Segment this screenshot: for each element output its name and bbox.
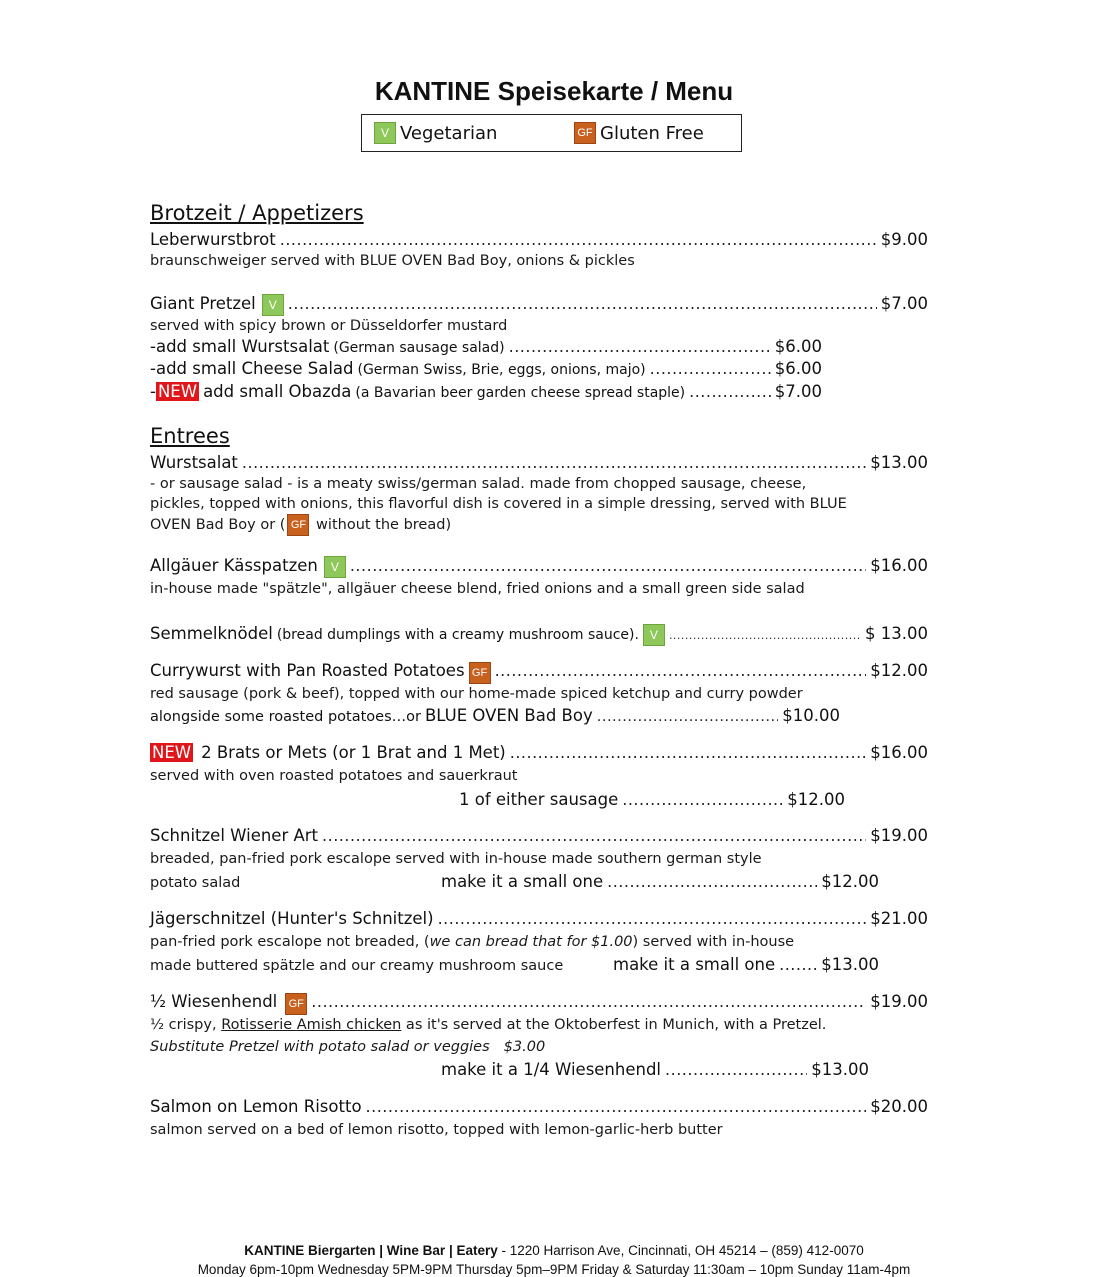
alt-option-price: $13.00 [821, 955, 879, 974]
item-name: Currywurst with Pan Roasted Potatoes [150, 661, 465, 680]
brats-alt-option [459, 790, 845, 809]
leader-dots [650, 359, 771, 378]
addon-prefix: - [150, 382, 156, 401]
desc-italic: Substitute Pretzel with potato salad or veggies [150, 1039, 490, 1055]
desc-underlined: Rotisserie Amish chicken [221, 1017, 402, 1033]
footer-hours: Monday 6pm-10pm Wednesday 5PM-9PM Thursday 5pm–9PM Friday & Saturday 11:30am – 10pm Sunday 11am-4pm [197, 1262, 911, 1277]
leader-dots [350, 556, 866, 575]
item-price: $13.00 [870, 453, 928, 472]
menu-item-brats [150, 743, 928, 762]
currywurst-alt-option [150, 706, 840, 725]
alt-option-price: $10.00 [782, 706, 840, 725]
item-description: served with oven roasted potatoes and sauerkraut [150, 768, 518, 784]
addon-name: add small Obazda [203, 382, 352, 401]
addon-prefix: - [150, 337, 156, 356]
alt-option-name: make it a 1/4 Wiesenhendl [441, 1060, 662, 1079]
item-description [150, 932, 794, 952]
item-name: ½ Wiesenhendl [150, 992, 278, 1011]
leader-dots [288, 294, 877, 313]
substitute-price: $3.00 [503, 1039, 546, 1055]
jaeger-alt-option [613, 955, 879, 974]
menu-item-schnitzel-wiener-art [150, 826, 928, 845]
menu-item-semmelknoedel [150, 624, 928, 646]
leader-dots [438, 909, 867, 928]
addon-note: (German sausage salad) [333, 340, 505, 356]
item-price: $ 13.00 [865, 624, 928, 643]
item-description [150, 1015, 826, 1035]
menu-item-kaesspatzen [150, 556, 928, 578]
leader-dots [779, 955, 817, 974]
addon-price: $6.00 [774, 359, 822, 378]
item-price: $7.00 [880, 294, 928, 313]
item-price: $16.00 [870, 556, 928, 575]
legend-gluten-free [574, 122, 704, 144]
alt-option-price: $12.00 [821, 872, 879, 891]
item-price: $20.00 [870, 1097, 928, 1116]
item-description: pickles, topped with onions, this flavorful dish is covered in a simple dressing, served with BLUE [150, 496, 847, 512]
item-name: Allgäuer Kässpatzen [150, 556, 318, 575]
desc-text: ½ crispy, [150, 1017, 222, 1033]
vegetarian-icon: V [324, 556, 346, 578]
dietary-legend [361, 114, 742, 152]
menu-item-wurstsalat [150, 453, 928, 472]
leader-dots [597, 709, 779, 725]
item-description: made buttered spätzle and our creamy mushroom sauce [150, 958, 564, 974]
alt-option-price: $13.00 [811, 1060, 869, 1079]
leader-dots [495, 661, 867, 680]
menu-item-jaegerschnitzel [150, 909, 928, 928]
addon-note: (a Bavarian beer garden cheese spread staple) [355, 385, 686, 401]
leader-dots [509, 337, 771, 356]
footer-business-name: KANTINE Biergarten | Wine Bar | Eatery [244, 1243, 498, 1258]
addon-note: (German Swiss, Brie, eggs, onions, majo) [357, 362, 646, 378]
item-description: red sausage (pork & beef), topped with our home-made spiced ketchup and curry powder [150, 686, 803, 702]
item-price: $19.00 [870, 826, 928, 845]
menu-item-currywurst [150, 661, 928, 684]
schnitzel-alt-option [441, 872, 879, 891]
alt-option-name: make it a small one [613, 955, 776, 974]
menu-item-wiesenhendl [150, 992, 928, 1015]
alt-option-name: BLUE OVEN Bad Boy [424, 706, 593, 725]
desc-text: as it's served at the Oktoberfest in Munich, with a Pretzel. [401, 1017, 827, 1033]
item-description: potato salad [150, 875, 241, 891]
addon-name: add small Cheese Salad [155, 359, 354, 378]
vegetarian-icon: V [643, 624, 665, 646]
leader-dots [665, 1060, 807, 1079]
leader-dots [311, 992, 866, 1011]
desc-italic: we can bread that for $1.00 [429, 934, 633, 950]
item-description [150, 514, 451, 536]
new-badge: NEW [152, 743, 192, 762]
leader-dots [622, 790, 783, 809]
addon-name: add small Wurstsalat [155, 337, 330, 356]
legend-vegetarian [374, 122, 497, 144]
addon-price: $6.00 [774, 337, 822, 356]
item-price: $16.00 [870, 743, 928, 762]
footer-address [0, 1243, 1108, 1258]
desc-text: ) served with in-house [632, 934, 795, 950]
item-description: braunschweiger served with BLUE OVEN Bad Boy, onions & pickles [150, 253, 635, 269]
item-name: Leberwurstbrot [150, 230, 276, 249]
alt-option-price: $12.00 [787, 790, 845, 809]
section-heading-appetizers: Brotzeit / Appetizers [150, 201, 364, 225]
menu-title: KANTINE Speisekarte / Menu [374, 76, 734, 106]
menu-item-giant-pretzel [150, 294, 928, 316]
alt-option-name: make it a small one [441, 872, 604, 891]
item-name: Wurstsalat [150, 453, 238, 472]
desc-text: OVEN Bad Boy or ( [150, 517, 286, 533]
item-name: Schnitzel Wiener Art [150, 826, 319, 845]
legend-vegetarian-label: Vegetarian [400, 122, 498, 144]
footer-address-text: - 1220 Harrison Ave, Cincinnati, OH 45214 – (859) 412-0070 [497, 1243, 864, 1258]
item-description: breaded, pan-fried pork escalope served with in-house made southern german style [150, 851, 762, 867]
section-heading-entrees: Entrees [150, 424, 230, 448]
leader-dots [366, 1097, 867, 1116]
item-note: (bread dumplings with a creamy mushroom sauce). [276, 627, 639, 643]
item-price: $12.00 [870, 661, 928, 680]
leader-dots [510, 743, 867, 762]
gluten-free-icon: GF [287, 514, 309, 536]
item-name: Salmon on Lemon Risotto [150, 1097, 362, 1116]
item-substitute-note [150, 1037, 545, 1057]
wiesenhendl-alt-option [441, 1060, 869, 1079]
addon-wurstsalat [150, 337, 822, 356]
item-description: - or sausage salad - is a meaty swiss/german salad. made from chopped sausage, cheese, [150, 476, 807, 492]
leader-dots [689, 382, 771, 401]
leader-dots [322, 826, 866, 845]
addon-cheese-salad [150, 359, 822, 378]
item-name: Jägerschnitzel (Hunter's Schnitzel) [150, 909, 434, 928]
gluten-free-icon: GF [574, 122, 596, 144]
item-price: $9.00 [880, 230, 928, 249]
menu-item-leberwurstbrot [150, 230, 928, 249]
desc-text: alongside some roasted potatoes…or [150, 709, 421, 725]
desc-text: pan-fried pork escalope not breaded, ( [150, 934, 430, 950]
item-description: salmon served on a bed of lemon risotto, topped with lemon-garlic-herb butter [150, 1122, 723, 1138]
item-name: Semmelknödel [150, 624, 273, 643]
vegetarian-icon: V [374, 122, 396, 144]
addon-prefix: - [150, 359, 156, 378]
gluten-free-icon: GF [285, 993, 307, 1015]
vegetarian-icon: V [262, 294, 284, 316]
leader-dots [242, 453, 866, 472]
leader-dots [669, 629, 861, 642]
desc-text: without the bread) [311, 517, 452, 533]
item-description: served with spicy brown or Düsseldorfer mustard [150, 318, 508, 334]
item-name: 2 Brats or Mets (or 1 Brat and 1 Met) [201, 743, 506, 762]
leader-dots [607, 872, 817, 891]
item-description: in-house made "spätzle", allgäuer cheese blend, fried onions and a small green side salad [150, 581, 805, 597]
menu-item-salmon [150, 1097, 928, 1116]
item-name: Giant Pretzel [150, 294, 256, 313]
addon-obazda [150, 382, 822, 401]
new-badge: NEW [157, 382, 198, 401]
addon-price: $7.00 [774, 382, 822, 401]
item-price: $19.00 [870, 992, 928, 1011]
legend-gluten-free-label: Gluten Free [600, 122, 704, 144]
alt-option-name: 1 of either sausage [459, 790, 619, 809]
leader-dots [280, 230, 877, 249]
item-price: $21.00 [870, 909, 928, 928]
gluten-free-icon: GF [469, 662, 491, 684]
